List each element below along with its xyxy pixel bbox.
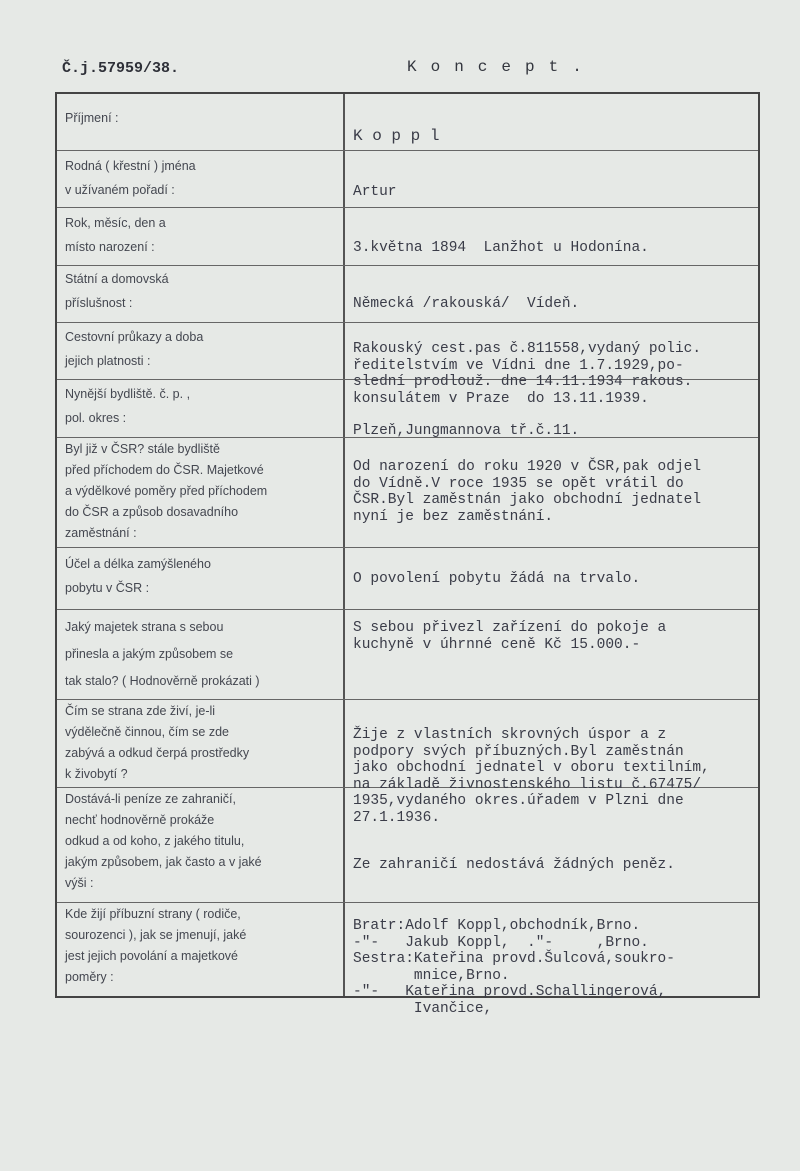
- field-value: Od narození do roku 1920 v ČSR,pak odjel do Vídně.V roce 1935 se opět vrátil do ČSR.Byl zaměstnán jako obchodní jednatel nyní je bez zaměstnání.: [353, 459, 702, 525]
- field-value: Žije z vlastních skrovných úspor a z podpory svých příbuzných.Byl zaměstnán jako obchodní jednatel v oboru textilním, na základě živnostenského listu č.67475/ 1935,vydaného okres.úřadem v Plzni dne 27.1.1936.: [353, 727, 710, 826]
- field-label: Čím se strana zde živí, je-li výdělečně činnou, čím se zde zabývá a odkud čerpá prostředky k živobytí ?: [65, 704, 250, 781]
- row-given-names: [57, 150, 758, 208]
- field-value: Plzeň,Jungmannova tř.č.11.: [353, 423, 580, 439]
- row-livelihood: [57, 699, 758, 826]
- row-nationality: [57, 265, 758, 323]
- row-previous-stay: [57, 437, 758, 548]
- field-label: Jaký majetek strana s sebou přinesla a jakým způsobem se tak stalo? ( Hodnověrně prokázati ): [65, 620, 260, 688]
- field-value: O povolení pobytu žádá na trvalo.: [353, 571, 641, 587]
- row-purpose: [57, 547, 758, 610]
- row-property: [57, 609, 758, 700]
- field-value: 3.května 1894 Lanžhot u Hodonína.: [353, 240, 649, 256]
- row-surname: [57, 94, 758, 151]
- field-value: Německá /rakouská/ Vídeň.: [353, 296, 580, 312]
- field-label: Cestovní průkazy a doba jejich platnosti :: [65, 330, 204, 368]
- field-label: Rodná ( křestní ) jména v užívaném pořadí :: [65, 159, 196, 197]
- field-value: Rakouský cest.pas č.811558,vydaný polic. ředitelstvím ve Vídni dne 1.7.1929,po- slední prodlouž. dne 14.11.1934 rakous. konsulátem v Praze do 13.11.1939.: [353, 341, 702, 407]
- field-label: Příjmení :: [65, 111, 119, 125]
- field-value: S sebou přivezl zařízení do pokoje a kuchyně v úhrnné ceně Kč 15.000.-: [353, 620, 667, 653]
- document-title: Koncept.: [407, 58, 596, 76]
- field-label: Nynější bydliště. č. p. , pol. okres :: [65, 387, 191, 425]
- field-label: Účel a délka zamýšleného pobytu v ČSR :: [65, 557, 211, 595]
- field-label: Rok, měsíc, den a místo narození :: [65, 216, 166, 254]
- row-relatives: [57, 902, 758, 1017]
- field-value: Artur: [353, 184, 397, 200]
- field-value: K o p p l: [353, 127, 440, 145]
- reference-number: Č.j.57959/38.: [62, 60, 180, 77]
- field-label: Byl již v ČSR? stále bydliště před příchodem do ČSR. Majetkové a výdělkové poměry před příchodem do ČSR a způsob dosavadního zaměstnání :: [65, 442, 268, 540]
- form-table: [55, 92, 760, 1017]
- field-value: Ze zahraničí nedostává žádných peněz.: [353, 857, 675, 873]
- field-label: Kde žijí příbuzní strany ( rodiče, sourozenci ), jak se jmenují, jaké jest jejich povolání a majetkové poměry :: [65, 907, 247, 984]
- row-birth: [57, 207, 758, 266]
- field-label: Státní a domovská příslušnost :: [65, 272, 169, 310]
- field-label: Dostává-li peníze ze zahraničí, nechť hodnověrně prokáže odkud a od koho, z jakého titulu, jakým způsobem, jak často a v jaké výši :: [65, 792, 262, 890]
- field-value: Bratr:Adolf Koppl,obchodník,Brno. -"- Jakub Koppl, ."- ,Brno. Sestra:Kateřina provd.Šulcová,soukro- mnice,Brno. -"- Kateřina provd.Schallingerová, Ivančice,: [353, 918, 675, 1017]
